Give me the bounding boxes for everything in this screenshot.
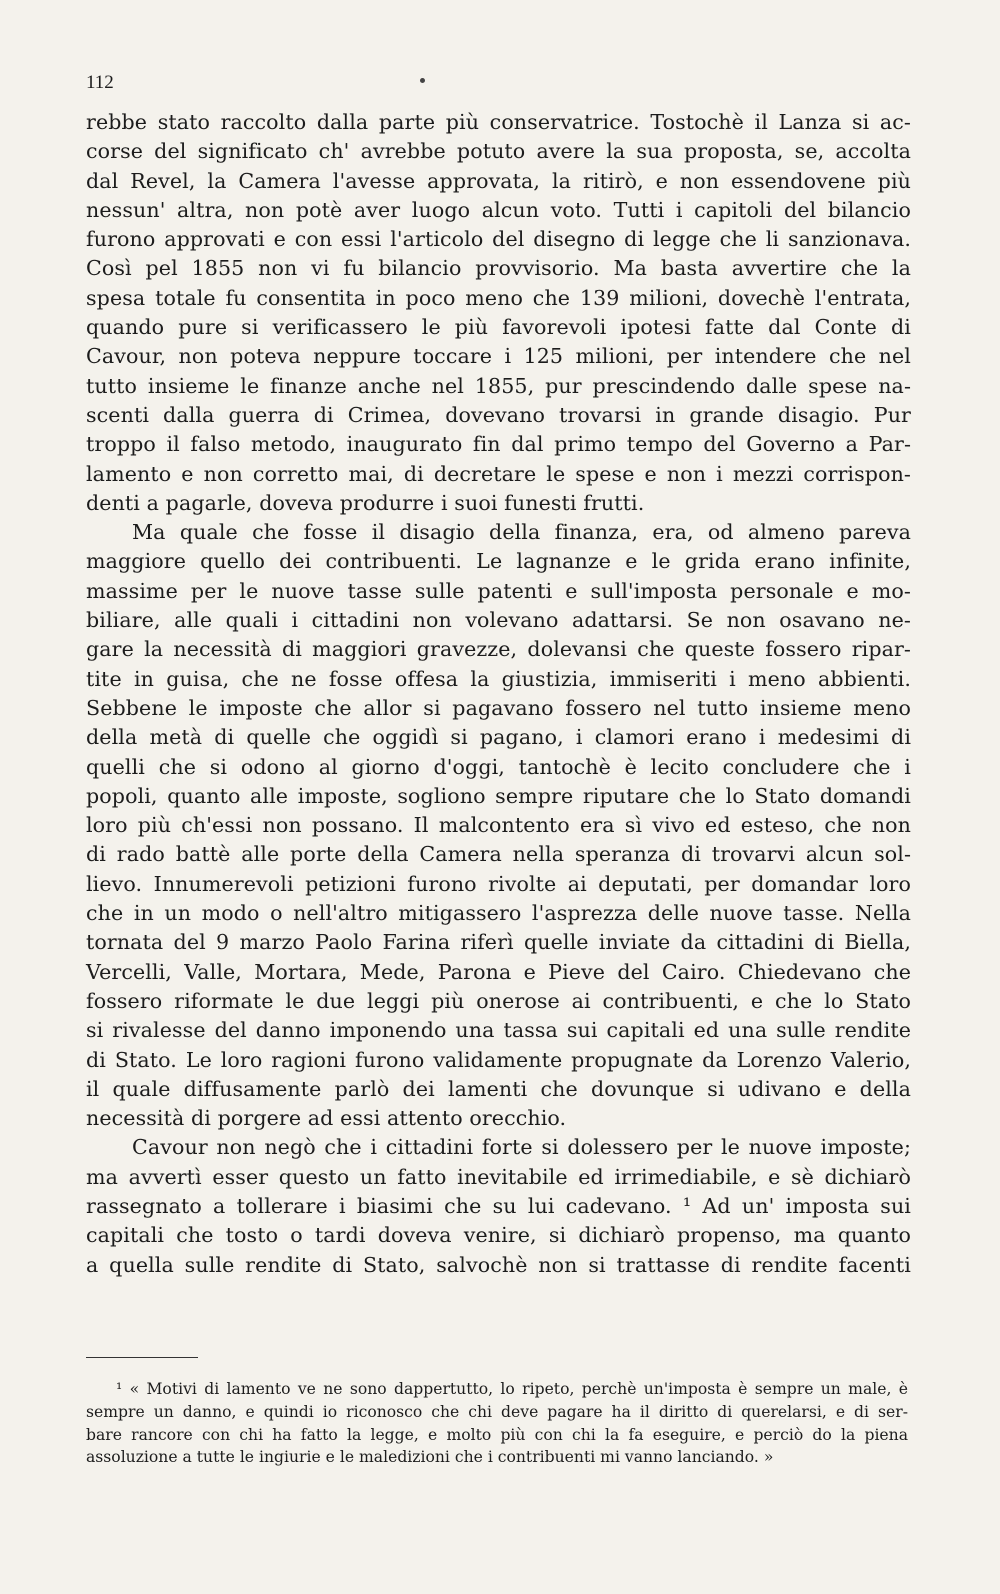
body-line: Ma quale che fosse il disagio della finanza, era, od almeno pareva: [132, 520, 911, 545]
body-line: spesa totale fu consentita in poco meno che 139 milioni, dovechè l'entrata,: [86, 285, 911, 310]
body-line: tite in guisa, che ne fosse offesa la giustizia, immiseriti i meno abbienti.: [86, 666, 911, 691]
body-line: il quale diffusamente parlò dei lamenti che dovunque si udivano e della: [86, 1076, 911, 1101]
body-line: tutto insieme le finanze anche nel 1855, pur prescindendo dalle spese na-: [86, 373, 911, 398]
body-line: dal Revel, la Camera l'avesse approvata, la ritirò, e non essendovene più: [86, 168, 911, 193]
body-line: lamento e non corretto mai, di decretare le spese e non i mezzi corrispon-: [86, 461, 911, 486]
body-line: popoli, quanto alle imposte, sogliono sempre riputare che lo Stato domandi: [86, 783, 911, 808]
page-number: 112: [86, 72, 114, 93]
footnote-line: sempre un danno, e quindi io riconosco che chi deve pagare ha il diritto di querelarsi, e di ser-: [86, 1402, 908, 1421]
body-line: rebbe stato raccolto dalla parte più conservatrice. Tostochè il Lanza si ac-: [86, 110, 911, 134]
body-line: tornata del 9 marzo Paolo Farina riferì quelle inviate da cittadini di Biella,: [86, 930, 911, 955]
body-line: Sebbene le imposte che allor si pagavano fossero nel tutto insieme meno: [86, 695, 911, 720]
footnote-line: assoluzione a tutte le ingiurie e le maledizioni che i contribuenti mi vanno lanciando. »: [86, 1448, 774, 1467]
body-line: necessità di porgere ad essi attento orecchio.: [86, 1106, 567, 1131]
body-line: Così pel 1855 non vi fu bilancio provvisorio. Ma basta avvertire che la: [86, 256, 911, 281]
body-line: quelli che si odono al giorno d'oggi, tantochè è lecito concludere che i: [86, 754, 911, 779]
body-line: massime per le nuove tasse sulle patenti e sull'imposta personale e mo-: [86, 578, 911, 603]
body-line: troppo il falso metodo, inaugurato fin dal primo tempo del Governo a Par-: [86, 432, 911, 457]
body-line: Cavour non negò che i cittadini forte si dolessero per le nuove imposte;: [132, 1135, 911, 1160]
footnote-separator: [86, 1357, 198, 1358]
footnote-line: ¹ « Motivi di lamento ve ne sono dappertutto, lo ripeto, perchè un'imposta è sempre un male, è: [116, 1380, 908, 1398]
body-text: [86, 108, 911, 1280]
body-line: loro più ch'essi non possano. Il malcontento era sì vivo ed esteso, che non: [86, 813, 911, 838]
body-line: scenti dalla guerra di Crimea, dovevano trovarsi in grande disagio. Pur: [86, 402, 911, 427]
body-line: Vercelli, Valle, Mortara, Mede, Parona e Pieve del Cairo. Chiedevano che: [86, 959, 911, 984]
footnote-line: bare rancore con chi ha fatto la legge, e molto più con chi la fa eseguire, e perciò do la piena: [86, 1425, 908, 1444]
body-line: gare la necessità di maggiori gravezze, dolevansi che queste fossero ripar-: [86, 637, 911, 662]
body-line: denti a pagarle, doveva produrre i suoi funesti frutti.: [86, 490, 645, 515]
body-line: della metà di quelle che oggidì si pagano, i clamori erano i medesimi di: [86, 725, 911, 750]
body-line: capitali che tosto o tardi doveva venire, si dichiarò propenso, ma quanto: [86, 1223, 911, 1248]
body-line: rassegnato a tollerare i biasimi che su lui cadevano. ¹ Ad un' imposta sui: [86, 1193, 911, 1218]
footnotes: [86, 1378, 908, 1469]
body-line: furono approvati e con essi l'articolo del disegno di legge che li sanzionava.: [86, 227, 911, 252]
body-line: quando pure si verificassero le più favorevoli ipotesi fatte dal Conte di: [86, 315, 911, 340]
body-line: lievo. Innumerevoli petizioni furono rivolte ai deputati, per domandar loro: [86, 871, 911, 896]
body-line: fossero riformate le due leggi più onerose ai contribuenti, e che lo Stato: [86, 988, 911, 1013]
body-line: di Stato. Le loro ragioni furono validamente propugnate da Lorenzo Valerio,: [86, 1047, 911, 1072]
body-line: di rado battè alle porte della Camera nella speranza di trovarvi alcun sol-: [86, 842, 911, 867]
body-line: ma avvertì esser questo un fatto inevitabile ed irrimediabile, e sè dichiarò: [86, 1164, 911, 1189]
body-line: Cavour, non poteva neppure toccare i 125 milioni, per intendere che nel: [86, 344, 911, 369]
body-line: maggiore quello dei contribuenti. Le lagnanze e le grida erano infinite,: [86, 549, 911, 574]
body-line: si rivalesse del danno imponendo una tassa sui capitali ed una sulle rendite: [86, 1018, 911, 1043]
body-line: nessun' altra, non potè aver luogo alcun voto. Tutti i capitoli del bilancio: [86, 197, 911, 222]
body-line: corse del significato ch' avrebbe potuto avere la sua proposta, se, accolta: [86, 139, 911, 164]
body-line: che in un modo o nell'altro mitigassero l'asprezza delle nuove tasse. Nella: [86, 901, 911, 926]
body-line: a quella sulle rendite di Stato, salvochè non si trattasse di rendite facenti: [86, 1252, 911, 1277]
ink-speck: [420, 78, 425, 83]
body-line: biliare, alle quali i cittadini non volevano adattarsi. Se non osavano ne-: [86, 608, 911, 633]
